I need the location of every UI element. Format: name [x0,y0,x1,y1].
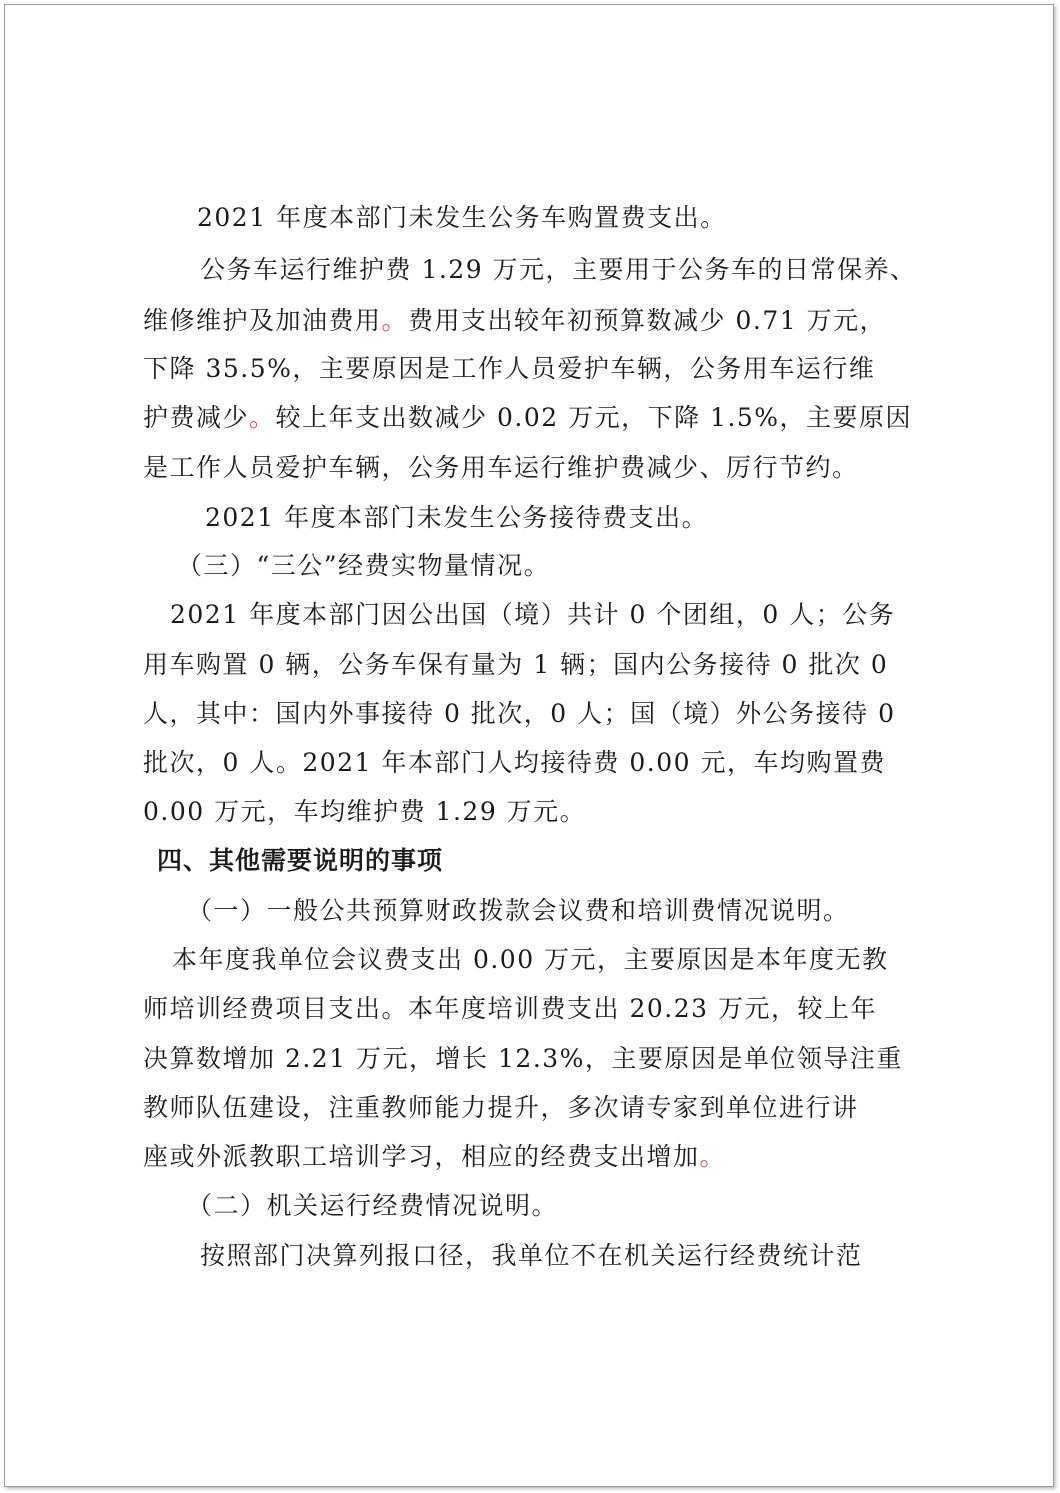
text: （二）机关运行经费情况说明。 [187,1191,559,1220]
red-period-mark: 。 [249,403,276,432]
red-period-mark: 。 [381,306,409,335]
text: 四、其他需要说明的事项 [157,846,444,875]
section-heading-3 [177,550,550,582]
text: 公务车运行维护费 1.29 万元，主要用于公务车的日常保养、 [200,255,917,284]
paragraph-line [143,1043,903,1075]
text: 按照部门决算列报口径，我单位不在机关运行经费统计范 [200,1241,863,1270]
text: 2021 年度本部门因公出国（境）共计 0 个团组，0 人；公务 [170,600,896,629]
paragraph-line [197,202,727,234]
text: 座或外派教职工培训学习，相应的经费支出增加 [143,1142,700,1171]
text: （一）一般公共预算财政拨款会议费和培训费情况说明。 [187,896,850,925]
text: 是工作人员爱护车辆，公务用车运行维护费减少、厉行节约。 [143,453,859,482]
paragraph-line [143,452,859,484]
text: 下降 35.5%，主要原因是工作人员爱护车辆，公务用车运行维 [143,354,876,383]
text: 2021 年度本部门未发生公务车购置费支出。 [197,203,727,232]
text: 费用支出较年初预算数减少 0.71 万元， [408,306,887,335]
paragraph-line [143,305,886,337]
text: 教师队伍建设，注重教师能力提升，多次请专家到单位进行讲 [143,1093,859,1122]
paragraph-line [143,993,877,1025]
text: 用车购置 0 辆，公务车保有量为 1 辆；国内公务接待 0 批次 0 [143,650,889,679]
paragraph-line [143,747,886,779]
paragraph-line [143,353,875,385]
paragraph-line [143,402,912,434]
text: 2021 年度本部门未发生公务接待费支出。 [205,503,709,532]
paragraph-line [143,698,896,730]
paragraph-line [143,796,586,828]
text: 本年度我单位会议费支出 0.00 万元，主要原因是本年度无教 [172,945,889,974]
text: 人，其中：国内外事接待 0 批次，0 人；国（境）外公务接待 0 [143,699,896,728]
text: 决算数增加 2.21 万元，增长 12.3%，主要原因是单位领导注重 [143,1044,903,1073]
paragraph-line [143,649,888,681]
paragraph-line [170,599,895,631]
paragraph-line [172,944,889,976]
paragraph-line [205,502,708,534]
text: 维修维护及加油费用 [143,306,382,335]
paragraph-line [143,1141,726,1173]
paragraph-line [200,1240,863,1272]
red-period-mark: 。 [699,1142,727,1171]
text: 较上年支出数减少 0.02 万元，下降 1.5%，主要原因 [275,403,913,432]
text: 0.00 万元，车均维护费 1.29 万元。 [143,797,587,826]
subsection-heading-2 [187,1190,558,1222]
paragraph-line [200,254,917,286]
text: 护费减少 [143,403,250,432]
text: 批次，0 人。2021 年本部门人均接待费 0.00 元，车均购置费 [143,748,886,777]
text: （三）“三公”经费实物量情况。 [177,551,551,580]
section-heading-4 [157,845,443,877]
text: 师培训经费项目支出。本年度培训费支出 20.23 万元，较上年 [143,994,877,1023]
subsection-heading-1 [187,895,850,927]
paragraph-line [143,1092,859,1124]
